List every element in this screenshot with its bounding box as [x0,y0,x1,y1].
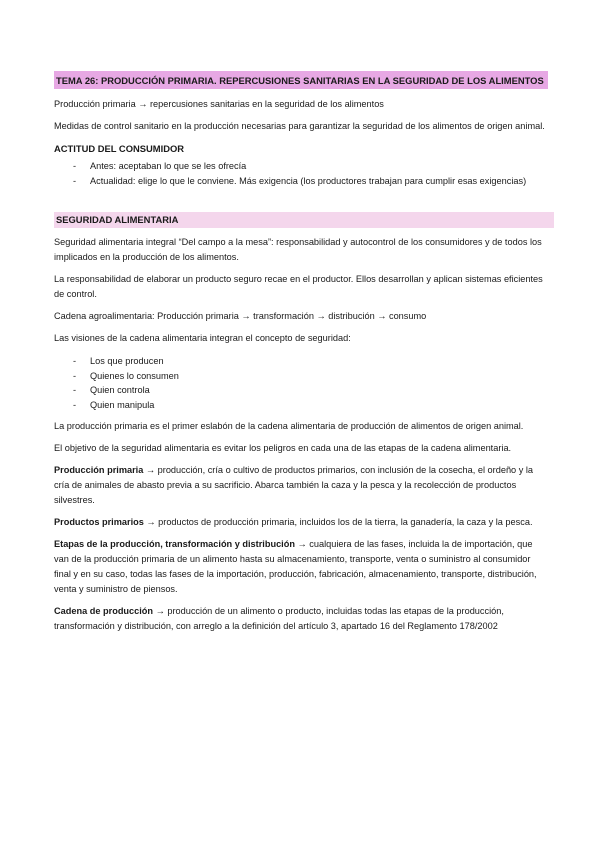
intro-line-2: Medidas de control sanitario en la producción necesarias para garantizar la seguridad de los alimentos de origen animal. [54,121,545,131]
consumer-heading: ACTITUD DEL CONSUMIDOR [54,143,185,154]
paragraph: Cadena agroalimentaria: Producción primaria → transformación → distribución → consumo [54,311,427,321]
paragraph: Seguridad alimentaria integral “Del campo a la mesa”: responsabilidad y autocontrol de los consumidores y de todos los implicados en la producción de los alimentos. [54,237,542,262]
list-item: - Actualidad: elige lo que le conviene. Más exigencia (los productores trabajan para cumplir esas exigencias) [54,174,548,189]
document-title: TEMA 26: PRODUCCIÓN PRIMARIA. REPERCUSIONES SANITARIAS EN LA SEGURIDAD DE LOS ALIMENTOS [54,71,548,89]
list-item: - Antes: aceptaban lo que se les ofrecía [54,159,548,174]
list-item: - Quien manipula [54,398,548,413]
list-marker: - [73,399,77,410]
paragraph: Las visiones de la cadena alimentaria integran el concepto de seguridad: [54,333,351,343]
definition-text: → productos de producción primaria, incluidos los de la tierra, la ganadería, la caza y la pesca. [143,517,533,527]
definition-text: → cualquiera de las fases, incluida la de importación, que van de la producción primaria de un alimento hasta su almacenamiento, transporte, venta o suministro al consumidor final y en su caso, todas las fases de la importación, producción, fabricación, almacenamiento, transporte, distribución, venta y suministro de piensos. [54,539,537,594]
definition-paragraph [54,515,548,530]
list-marker: - [73,175,77,186]
paragraph: El objetivo de la seguridad alimentaria es evitar los peligros en cada una de las etapas de la cadena alimentaria. [54,443,512,453]
paragraph: La responsabilidad de elaborar un producto seguro recae en el productor. Ellos desarrollan y aplican sistemas eficientes de control. [54,274,543,299]
list-marker: - [73,161,77,171]
list-item: - Quien controla [54,383,548,398]
intro-line-1: Producción primaria → repercusiones sanitarias en la seguridad de los alimentos [54,99,384,109]
definition-paragraph [54,604,548,634]
list-item: - Quienes lo consumen [54,369,548,384]
definition-text: → producción de un alimento o producto, incluidas todas las etapas de la producción, transformación y distribución, con arreglo a la definición del artículo 3, apartado 16 del Reglamento 178/2002 [54,606,504,631]
paragraph: La producción primaria es el primer eslabón de la cadena alimentaria de producción de alimentos de origen animal. [54,421,524,431]
definition-text: → producción, cría o cultivo de productos primarios, con inclusión de la cosecha, el ordeño y la cría de animales de abasto previa a su sacrificio. Abarca también la caza y la pesca y la recolección de productos silvestres. [54,465,534,505]
list-marker: - [73,356,77,366]
definition-term: Etapas de la producción, transformación y distribución [54,539,295,549]
list-item: - Los que producen [54,354,548,369]
list-marker: - [73,385,77,395]
definition-term: Productos primarios [54,517,144,527]
list-marker: - [73,370,77,381]
section-heading-food-safety: SEGURIDAD ALIMENTARIA [54,212,554,228]
definition-paragraph [54,463,548,508]
definition-term: Cadena de producción [54,606,154,616]
consumer-list [54,159,548,188]
visions-list [54,354,548,412]
definition-paragraph [54,537,548,597]
definition-term: Producción primaria [54,465,144,475]
